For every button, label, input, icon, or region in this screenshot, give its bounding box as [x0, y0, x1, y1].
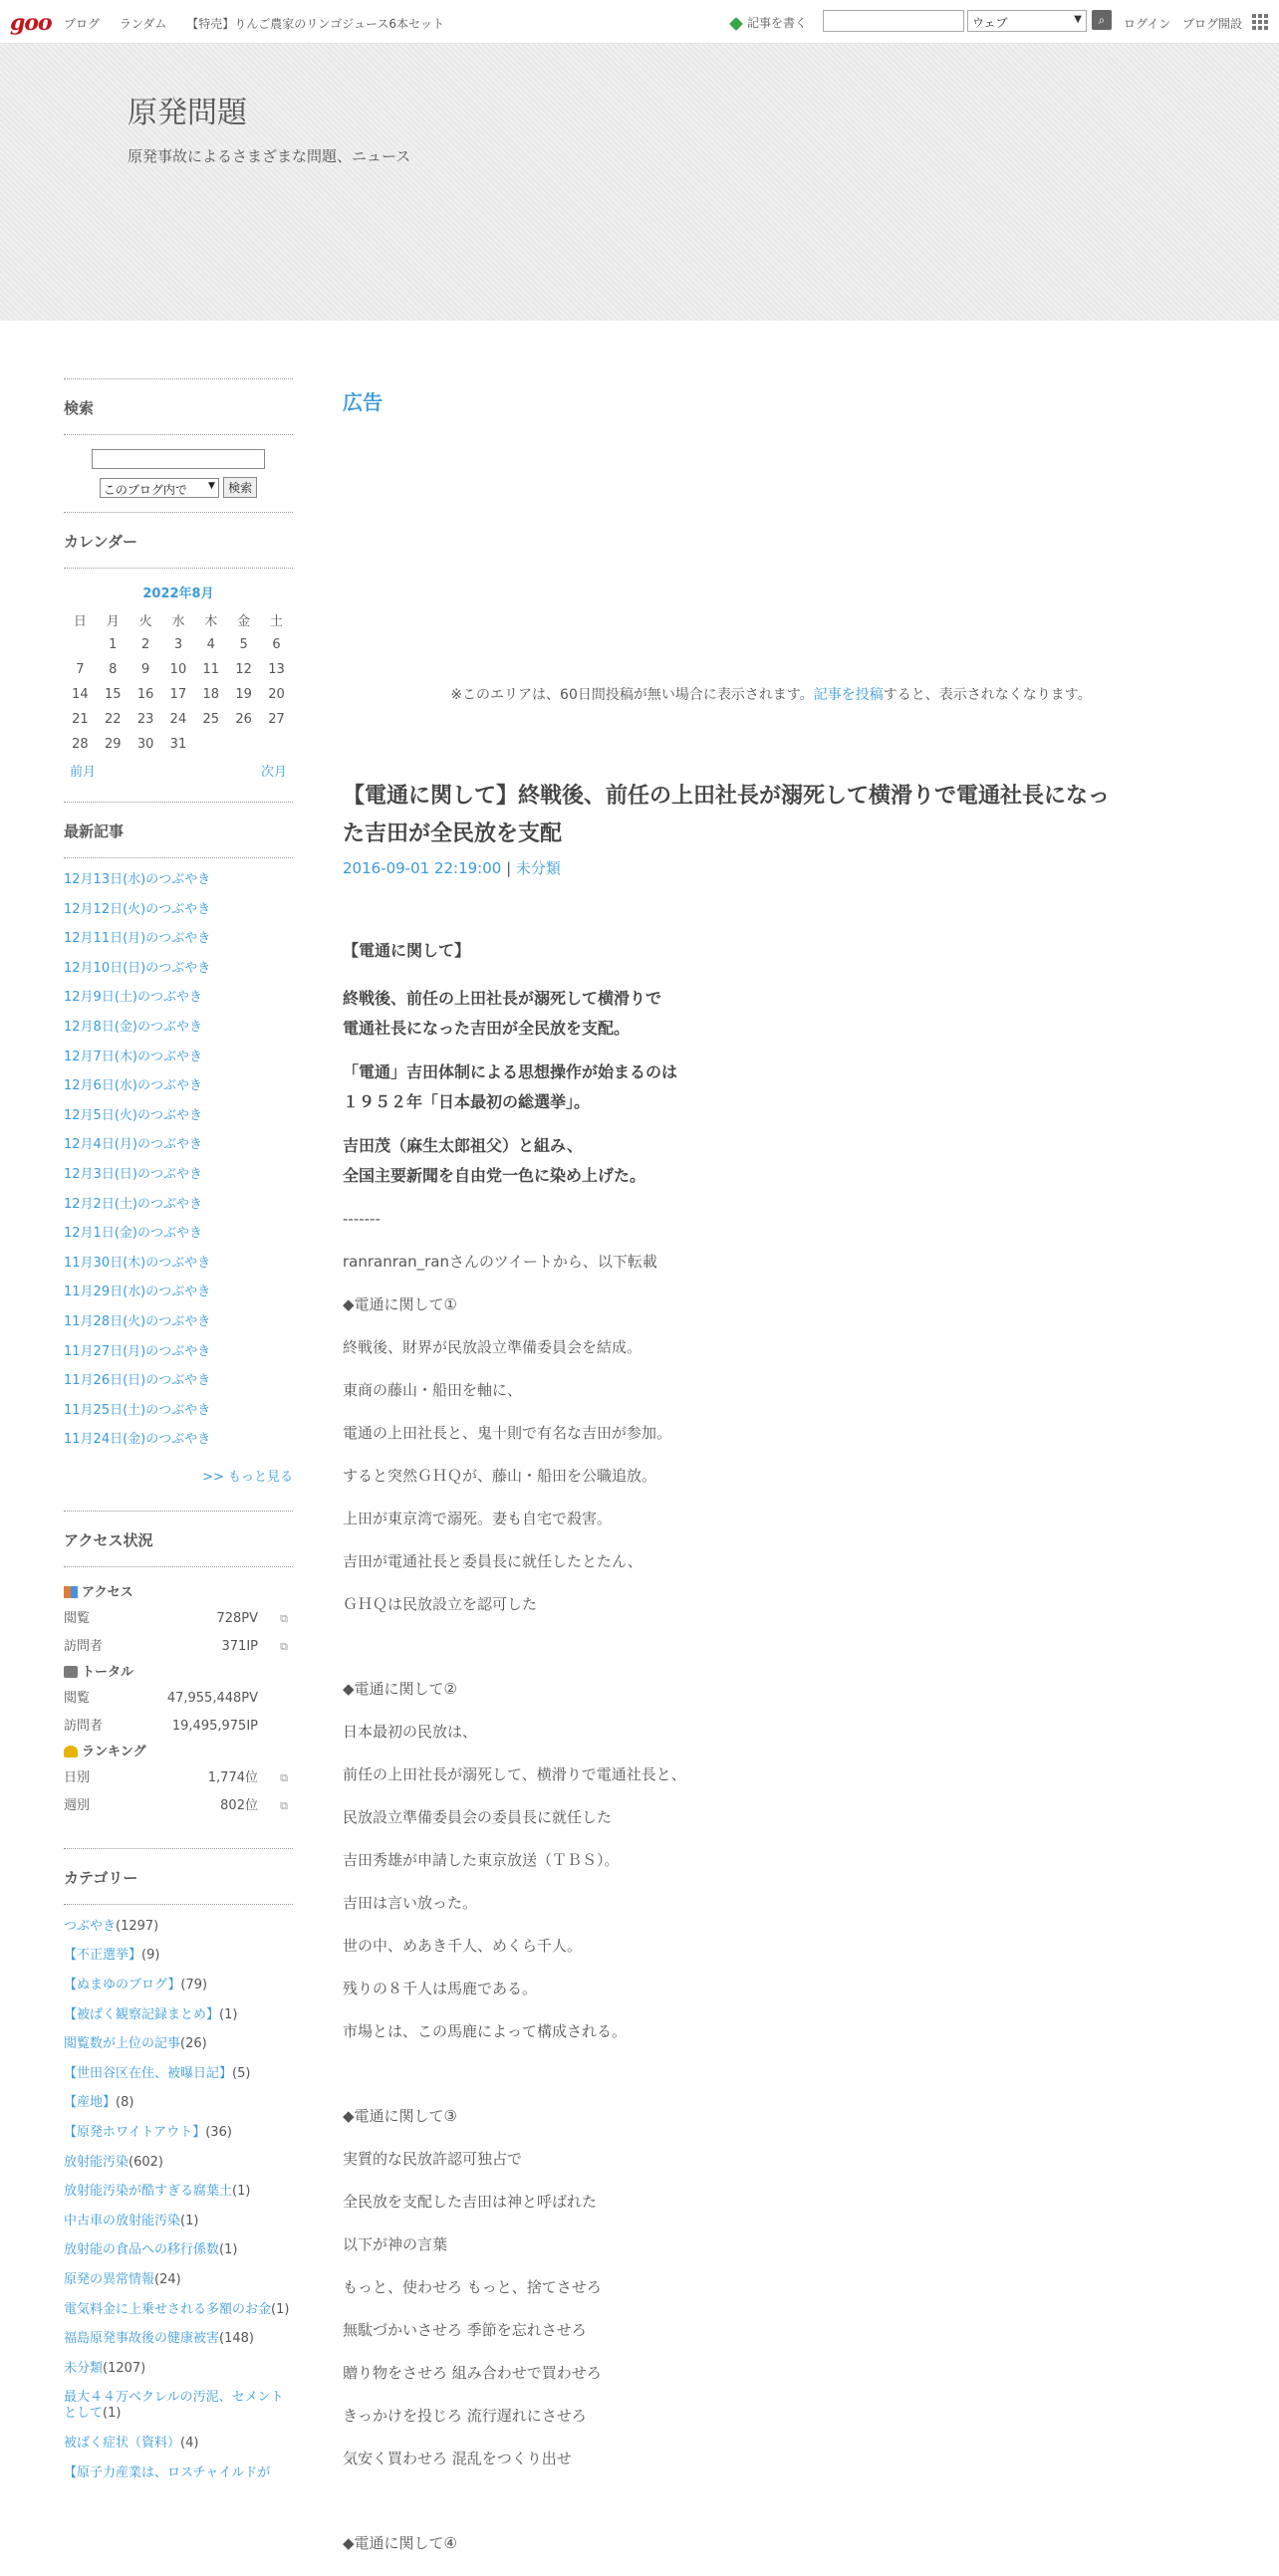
more-articles-link[interactable]: >> もっと見る: [202, 1469, 293, 1485]
graph-icon[interactable]: ⧉: [280, 1798, 288, 1812]
recent-articles: [64, 858, 293, 1466]
goo-logo[interactable]: goo: [10, 10, 52, 36]
calendar-day: 7: [76, 662, 85, 677]
post-lead-line: 全国主要新聞を自由党一色に染め上げた。: [343, 1166, 646, 1185]
post-paragraph: 吉田が電通社長と委員長に就任したとたん、: [343, 1552, 642, 1570]
global-topbar: [0, 0, 1279, 44]
calendar-day: 10: [169, 662, 187, 677]
calendar-day: 31: [169, 737, 187, 752]
calendar-day: 1: [109, 637, 118, 652]
recent-article-link[interactable]: 12月10日(日)のつぶやき: [64, 960, 211, 976]
category-item: つぶやき(1297): [64, 1918, 159, 1934]
post-meta: 2016-09-01 22:19:00 | 未分類: [343, 859, 561, 877]
post-paragraph: 全民放を支配した吉田は神と呼ばれた: [343, 2193, 598, 2211]
post-article-link[interactable]: 記事を投稿: [813, 687, 884, 703]
blog-search-input[interactable]: [92, 449, 265, 469]
calendar-grid: [64, 607, 293, 757]
main-content: [343, 378, 1199, 2576]
weekday: 火: [138, 614, 152, 629]
category-item: 【原発ホワイトアウト】(36): [64, 2125, 232, 2141]
stat-row: 訪問者 19,495,975IP: [64, 1718, 258, 1734]
recent-article-link[interactable]: 11月25日(土)のつぶやき: [64, 1402, 211, 1418]
calendar-day: 24: [169, 712, 187, 727]
stat-row: 週別 802位 ⧉: [64, 1792, 293, 1820]
crown-icon: [64, 1746, 78, 1757]
nav-promo-link[interactable]: 【特売】りんご農家のリンゴジュース6本セット: [186, 17, 444, 31]
calendar-next-month[interactable]: 次月: [260, 765, 287, 780]
stat-row: 日別 1,774位 ⧉: [64, 1764, 293, 1792]
recent-article-link[interactable]: 11月28日(火)のつぶやき: [64, 1313, 211, 1329]
post-paragraph: 市場とは、この馬鹿によって構成される。: [343, 2022, 628, 2040]
search-button[interactable]: [1092, 10, 1112, 30]
calendar-day: 12: [235, 662, 252, 677]
search-icon: ⌕: [1098, 13, 1106, 27]
write-article-link[interactable]: 記事を書く: [729, 14, 807, 31]
calendar-day: 4: [206, 637, 215, 652]
recent-article-link[interactable]: 12月11日(月)のつぶやき: [64, 931, 211, 947]
blog-search-scope-select[interactable]: このブログ内で ▼: [100, 478, 219, 498]
post-paragraph: 上田が東京湾で溺死。妻も自宅で殺害。: [343, 1510, 613, 1527]
recent-article-link[interactable]: 12月6日(水)のつぶやき: [64, 1078, 202, 1094]
calendar-day: 9: [140, 662, 150, 677]
recent-article-link[interactable]: 12月8日(金)のつぶやき: [64, 1019, 202, 1035]
post-lead-line: 【電通に関して】: [343, 941, 471, 960]
access-heading: アクセス状況: [64, 1530, 153, 1549]
category-heading: カテゴリー: [64, 1868, 138, 1887]
calendar-day: 20: [268, 687, 285, 702]
post-lead-line: 電通社長になった吉田が全民放を支配。: [343, 1019, 631, 1038]
category-item: 【ぬまゆのブログ】(79): [64, 1978, 208, 1993]
post-paragraph: ◆電通に関して②: [343, 1680, 457, 1698]
post-title[interactable]: 【電通に関して】終戦後、前任の上田社長が溺死して横滑りで電通社長になっ た吉田が全民放を支配: [343, 784, 1111, 846]
calendar-day: 21: [72, 712, 89, 727]
top-nav: [64, 15, 460, 32]
search-heading: 検索: [64, 399, 95, 417]
calendar-day: 14: [72, 687, 89, 702]
pen-icon: [729, 17, 743, 31]
post-paragraph: 民放設立準備委員会の委員長に就任した: [343, 1808, 613, 1826]
category-item: 【産地】(8): [64, 2095, 134, 2111]
post-paragraph: 気安く買わせろ 混乱をつくり出せ: [343, 2450, 572, 2467]
category-item: 閲覧数が上位の記事(26): [64, 2036, 207, 2052]
recent-article-link[interactable]: 11月29日(水)のつぶやき: [64, 1285, 211, 1300]
post-paragraph: 実質的な民放許認可独占で: [343, 2150, 523, 2168]
graph-icon[interactable]: ⧉: [280, 1770, 288, 1784]
stat-row: 訪問者 371IP ⧉: [64, 1633, 293, 1661]
weekday: 水: [171, 614, 185, 629]
post-paragraph: すると突然ＧＨＱが、藤山・船田を公職追放。: [343, 1467, 657, 1485]
post-paragraph: ＧＨＱは民放設立を認可した: [343, 1595, 538, 1613]
nav-random-link[interactable]: ランダム: [119, 17, 167, 31]
post-paragraph: 吉田秀雄が申請した東京放送（ＴＢＳ）。: [343, 1851, 620, 1869]
ad-heading: 広告: [343, 390, 383, 414]
category-item: 福島原発事故後の健康被害(148): [64, 2331, 254, 2347]
chevron-down-icon: ▼: [208, 480, 215, 491]
category-item: 最大４４万ベクレルの汚泥、セメントとして(1): [64, 2390, 284, 2422]
calendar-day: 6: [272, 637, 281, 652]
post-paragraph: 電通の上田社長と、鬼十則で有名な吉田が参加。: [343, 1424, 672, 1442]
category-item: 【不正選挙】(9): [64, 1948, 160, 1964]
category-list: [64, 1905, 293, 2508]
nav-blog-link[interactable]: ブログ: [64, 17, 101, 31]
calendar-prev-month[interactable]: 前月: [70, 765, 97, 780]
calendar-day: 16: [136, 687, 154, 702]
stat-row: 閲覧 728PV ⧉: [64, 1605, 293, 1633]
blog-description: 原発事故によるさまざまな問題、ニュース: [128, 147, 411, 165]
calendar-day: 22: [104, 712, 122, 727]
chevron-down-icon: ▼: [1074, 14, 1082, 25]
post-paragraph: 世の中、めあき千人、めくら千人。: [343, 1937, 583, 1955]
post-paragraph: 贈り物をさせろ 組み合わせで買わせろ: [343, 2364, 602, 2382]
recent-article-link[interactable]: 12月7日(木)のつぶやき: [64, 1049, 202, 1064]
calendar-day: 8: [109, 662, 118, 677]
post-date-link[interactable]: 2016-09-01 22:19:00: [343, 859, 502, 877]
global-search-input[interactable]: [823, 10, 964, 32]
weekday: 木: [204, 614, 218, 629]
recent-heading: 最新記事: [64, 822, 125, 840]
weekday: 金: [237, 614, 251, 629]
calendar-day: 11: [202, 662, 220, 677]
chart-icon: [64, 1586, 78, 1598]
category-item: 電気料金に上乗せされる多額のお金(1): [64, 2301, 290, 2317]
recent-article-link[interactable]: 12月13日(水)のつぶやき: [64, 872, 211, 887]
recent-article-link[interactable]: 11月30日(木)のつぶやき: [64, 1255, 211, 1271]
calendar-day: 27: [268, 712, 285, 727]
calendar-day: 25: [202, 712, 220, 727]
recent-article-link[interactable]: 12月1日(金)のつぶやき: [64, 1226, 202, 1242]
category-item: 放射能の食品への移行係数(1): [64, 2242, 238, 2258]
sidebar: [64, 378, 293, 2508]
category-item: 被ばく症状（資料）(4): [64, 2435, 199, 2451]
post-category-link[interactable]: 未分類: [515, 859, 561, 877]
post-paragraph: 残りの８千人は馬鹿である。: [343, 1980, 538, 1997]
blog-search-button[interactable]: 検索: [223, 477, 257, 498]
recent-article-link[interactable]: 12月3日(日)のつぶやき: [64, 1166, 202, 1182]
post-paragraph: 無駄づかいさせろ 季節を忘れさせろ: [343, 2321, 587, 2339]
calendar-day: [194, 732, 227, 757]
book-icon: [64, 1666, 78, 1678]
post-paragraph: 東商の藤山・船田を軸に、: [343, 1381, 523, 1399]
recent-article-link[interactable]: 12月12日(火)のつぶやき: [64, 901, 211, 917]
calendar-day: 18: [202, 687, 220, 702]
calendar-day: 26: [235, 712, 252, 727]
calendar-day: 5: [239, 637, 248, 652]
recent-article-link[interactable]: 12月5日(火)のつぶやき: [64, 1107, 202, 1123]
post-paragraph: 以下が神の言葉: [343, 2235, 448, 2253]
ad-notice: ※このエリアは、60日間投稿が無い場合に表示されます。記事を投稿すると、表示されなくなります。: [450, 687, 1092, 703]
post-lead-line: 吉田茂（麻生太郎祖父）と組み、: [343, 1136, 583, 1155]
post-paragraph: ◆電通に関して③: [343, 2107, 457, 2125]
post-paragraph: ◆電通に関して①: [343, 1295, 457, 1313]
post-lead-line: 「電通」吉田体制による思想操作が始まるのは: [343, 1062, 678, 1081]
graph-icon[interactable]: ⧉: [280, 1639, 288, 1653]
recent-article-link[interactable]: 11月26日(日)のつぶやき: [64, 1373, 211, 1389]
calendar-day: 13: [268, 662, 285, 677]
recent-article-link[interactable]: 12月2日(土)のつぶやき: [64, 1196, 202, 1212]
recent-article-link[interactable]: 11月24日(金)のつぶやき: [64, 1432, 211, 1448]
search-scope-select[interactable]: ウェブ ▼: [967, 10, 1087, 32]
category-item: 【被ばく観察記録まとめ】(1): [64, 2006, 238, 2022]
apps-grid-icon[interactable]: [1252, 14, 1268, 30]
calendar-day: 3: [173, 637, 183, 652]
post-paragraph: もっと、使わせろ もっと、捨てさせろ: [343, 2278, 602, 2296]
weekday: 日: [73, 614, 87, 629]
recent-article-link[interactable]: 11月27日(月)のつぶやき: [64, 1343, 211, 1359]
post-lead-line: １９５２年「日本最初の総選挙」。: [343, 1092, 591, 1111]
login-link[interactable]: ログイン: [1124, 17, 1171, 31]
category-item: 中古車の放射能汚染(1): [64, 2213, 199, 2228]
post-lead-line: 終戦後、前任の上田社長が溺死して横滑りで: [343, 989, 662, 1008]
calendar-day: [227, 732, 260, 757]
post-paragraph: 前任の上田社長が溺死して、横滑りで電通社長と、: [343, 1765, 686, 1783]
blog-title[interactable]: 原発問題: [128, 96, 247, 130]
recent-article-link[interactable]: 12月9日(土)のつぶやき: [64, 990, 202, 1006]
post-paragraph: 日本最初の民放は、: [343, 1723, 478, 1741]
graph-icon[interactable]: ⧉: [280, 1611, 288, 1625]
calendar-day: 17: [169, 687, 187, 702]
calendar-day: 19: [235, 687, 252, 702]
post-paragraph: 吉田は言い放った。: [343, 1894, 478, 1912]
calendar: [64, 569, 293, 788]
calendar-day: 29: [104, 737, 122, 752]
post-paragraph: ◆電通に関して④: [343, 2534, 457, 2552]
calendar-month[interactable]: 2022年8月: [142, 586, 214, 601]
access-stats: アクセス 閲覧 728PV ⧉ 訪問者 371IP ⧉ トータル 閲覧 47,955,448PV 訪問者 19,495,975IP ランキング 日別 1,774位 ⧉ 週別 802位 ⧉: [64, 1567, 293, 1830]
post-paragraph: -------: [343, 1210, 381, 1228]
calendar-day: 2: [140, 637, 150, 652]
category-item: 放射能汚染(602): [64, 2154, 163, 2170]
weekday: 月: [106, 614, 120, 629]
stat-row: 閲覧 47,955,448PV: [64, 1690, 258, 1706]
category-item: 原発の異常情報(24): [64, 2272, 181, 2287]
calendar-day: [64, 632, 97, 657]
calendar-heading: カレンダー: [64, 533, 138, 551]
post-paragraph: きっかけを投じろ 流行遅れにさせろ: [343, 2407, 587, 2425]
blog-header: [0, 44, 1279, 321]
calendar-day: 15: [104, 687, 122, 702]
weekday: 土: [270, 614, 284, 629]
post-paragraph: ranranran_ranさんのツイートから、以下転載: [343, 1253, 657, 1271]
calendar-day: [260, 732, 293, 757]
category-item: 【世田谷区在住、被曝日記】(5): [64, 2065, 251, 2081]
category-item: 【原子力産業は、ロスチャイルドが: [64, 2464, 271, 2480]
calendar-day: 23: [136, 712, 154, 727]
open-blog-link[interactable]: ブログ開設: [1182, 17, 1243, 31]
post-body: [343, 936, 1199, 2553]
post-paragraph: 終戦後、財界が民放設立準備委員会を結成。: [343, 1338, 642, 1356]
recent-article-link[interactable]: 12月4日(月)のつぶやき: [64, 1137, 202, 1153]
blog-search: [64, 435, 293, 512]
category-item: 放射能汚染が酷すぎる腐葉土(1): [64, 2184, 251, 2200]
category-item: 未分類(1207): [64, 2360, 146, 2376]
calendar-day: 30: [136, 737, 154, 752]
calendar-day: 28: [72, 737, 89, 752]
